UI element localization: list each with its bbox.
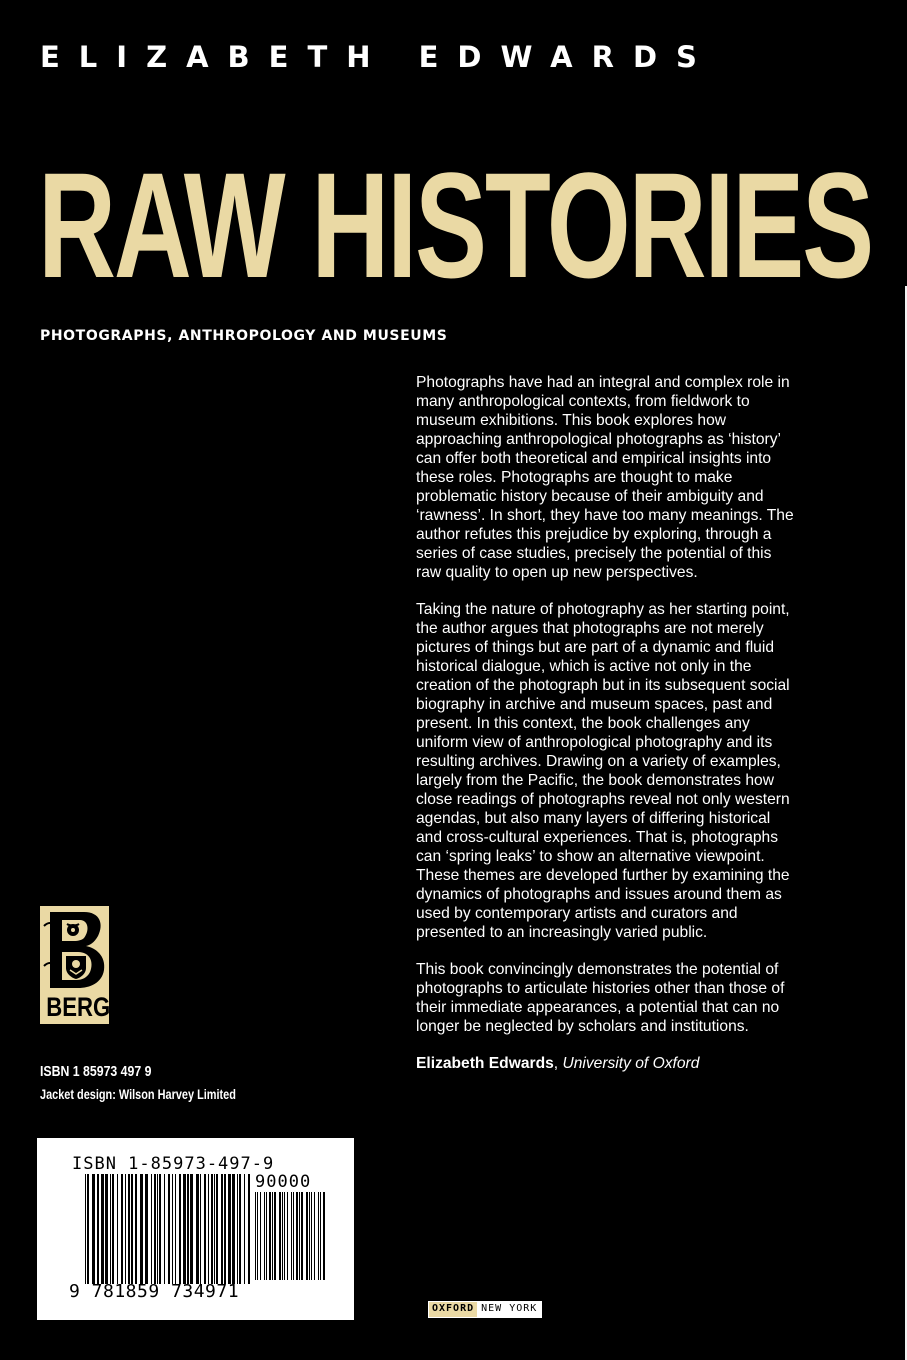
barcode-isbn: ISBN 1-85973-497-9 xyxy=(72,1154,275,1174)
blurb-signature xyxy=(416,1054,794,1073)
barcode-bar xyxy=(183,1174,186,1284)
barcode-digits: 9 781859 734971 xyxy=(69,1281,240,1302)
barcode-bar xyxy=(87,1174,89,1284)
barcode-bar xyxy=(287,1192,288,1280)
barcode-bar xyxy=(264,1192,265,1280)
barcode-bar xyxy=(216,1174,218,1284)
berg-logo xyxy=(40,906,109,1024)
barcode-bar xyxy=(260,1192,261,1280)
barcode-bar xyxy=(228,1174,231,1284)
barcode-bar xyxy=(208,1174,209,1284)
barcode-bar xyxy=(97,1174,99,1284)
barcode-bar xyxy=(112,1174,114,1284)
barcode-bar xyxy=(92,1174,95,1284)
barcode-bar xyxy=(121,1174,123,1284)
barcode-panel xyxy=(37,1138,354,1320)
publisher-new-york: NEW YORK xyxy=(477,1302,541,1317)
barcode-bar xyxy=(296,1192,298,1280)
barcode-bar xyxy=(101,1174,104,1284)
berg-logo-label: BERG xyxy=(46,992,111,1022)
barcode-bar xyxy=(279,1192,281,1280)
barcode-bar xyxy=(128,1174,130,1284)
barcode-bar xyxy=(244,1174,245,1284)
barcode-bar xyxy=(309,1192,310,1280)
barcode-bar xyxy=(187,1174,189,1284)
barcode-bar xyxy=(105,1174,108,1284)
blurb-paragraph: Photographs have had an integral and complex role in many anthropological contexts, from fieldwork to museum exhibitions. This book explores how approaching anthropological photographs as ‘history’ can offer both theoretical and empirical insights into these roles. Photographs are thought to make problematic history because of their ambiguity and ‘rawness’. In short, they have too many meanings. The author refutes this prejudice by exploring, through a series of case studies, precisely the potential of this raw quality to open up new perspectives. xyxy=(416,374,794,581)
barcode-bar xyxy=(110,1174,111,1284)
barcode-bar xyxy=(299,1192,300,1280)
publisher-oxford: OXFORD xyxy=(429,1302,477,1317)
barcode-bar xyxy=(204,1174,206,1284)
barcode-bar xyxy=(237,1174,238,1284)
barcode-bar xyxy=(221,1174,223,1284)
barcode-bar xyxy=(200,1174,201,1284)
barcode-bar xyxy=(145,1174,148,1284)
barcode-bar xyxy=(154,1174,156,1284)
blurb xyxy=(416,373,794,1073)
barcode-price-code: 90000 xyxy=(255,1172,312,1192)
barcode-bar xyxy=(175,1174,176,1284)
barcode-bar xyxy=(255,1192,256,1280)
blurb-paragraph: Taking the nature of photography as her starting point, the author argues that photographs are not merely pictures of things but are part of a dynamic and fluid historical dialogue, which is active not only in the creation of the photograph but in its subsequent social biography in archive and museum spaces, past and present. In this context, the book challenges any uniform view of anthropological photography and its resulting archives. Drawing on a variety of examples, largely from the Pacific, the book demonstrates how close readings of photographs reveal not only western agendas, but also many layers of differing historical and cross-cultural experiences. That is, photographs can ‘spring leaks’ to show an alternative viewpoint. These themes are developed further by examining the dynamics of photographs and issues around them as used by contemporary artists and curators and presented to an increasingly varied public. xyxy=(416,601,790,941)
barcode-bar xyxy=(179,1174,181,1284)
barcode-bar xyxy=(318,1192,319,1280)
barcode-bar xyxy=(159,1174,161,1284)
book-title: RAW HISTORIES xyxy=(38,141,873,309)
barcode-bar xyxy=(266,1192,267,1280)
barcode-bar xyxy=(135,1174,137,1284)
barcode-bar xyxy=(172,1174,173,1284)
barcode-bar xyxy=(190,1174,193,1284)
barcode-bar xyxy=(85,1174,86,1284)
book-subtitle: PHOTOGRAPHS, ANTHROPOLOGY AND MUSEUMS xyxy=(40,328,448,344)
barcode-addon-icon xyxy=(255,1192,325,1280)
barcode-bar xyxy=(323,1192,325,1280)
berg-crest-icon xyxy=(40,906,109,990)
barcode-bar xyxy=(269,1192,271,1280)
barcode-bar xyxy=(224,1174,226,1284)
author-name: ELIZABETH EDWARDS xyxy=(40,40,716,74)
blurb-paragraph: This book convincingly demonstrates the potential of photographs to articulate histories other than those of their immediate appearances, a potential that can no longer be neglected by scholars and institutions. xyxy=(416,961,785,1035)
barcode-bar xyxy=(211,1174,213,1284)
signature-name: Elizabeth Edwards xyxy=(416,1055,554,1072)
barcode-bar xyxy=(291,1192,292,1280)
barcode-bar xyxy=(117,1174,118,1284)
barcode-bar xyxy=(151,1174,152,1284)
barcode-bar xyxy=(306,1192,308,1280)
barcode-bar xyxy=(301,1192,303,1280)
barcode-icon xyxy=(85,1174,251,1284)
barcode-bar xyxy=(125,1174,126,1284)
barcode-bar xyxy=(157,1174,158,1284)
barcode-bar xyxy=(311,1192,312,1280)
signature-affiliation: University of Oxford xyxy=(562,1055,700,1072)
barcode-bar xyxy=(257,1192,258,1280)
barcode-bar xyxy=(248,1174,250,1284)
barcode-bar xyxy=(293,1192,294,1280)
barcode-bar xyxy=(140,1174,143,1284)
jacket-design-credit: Jacket design: Wilson Harvey Limited xyxy=(40,1086,236,1102)
barcode-bar xyxy=(314,1192,315,1280)
barcode-bar xyxy=(168,1174,170,1284)
barcode-bar xyxy=(232,1174,235,1284)
barcode-bar xyxy=(239,1174,241,1284)
barcode-bar xyxy=(320,1192,321,1280)
isbn-text: ISBN 1 85973 497 9 xyxy=(40,1063,152,1080)
barcode-bar xyxy=(214,1174,215,1284)
barcode-bar xyxy=(272,1192,273,1280)
signature-separator: , xyxy=(553,1055,563,1072)
barcode-bar xyxy=(284,1192,285,1280)
barcode-bar xyxy=(196,1174,199,1284)
barcode-bar xyxy=(131,1174,133,1284)
publisher-cities xyxy=(428,1301,542,1318)
barcode-bar xyxy=(282,1192,283,1280)
barcode-bar xyxy=(274,1192,276,1280)
barcode-bar xyxy=(164,1174,165,1284)
